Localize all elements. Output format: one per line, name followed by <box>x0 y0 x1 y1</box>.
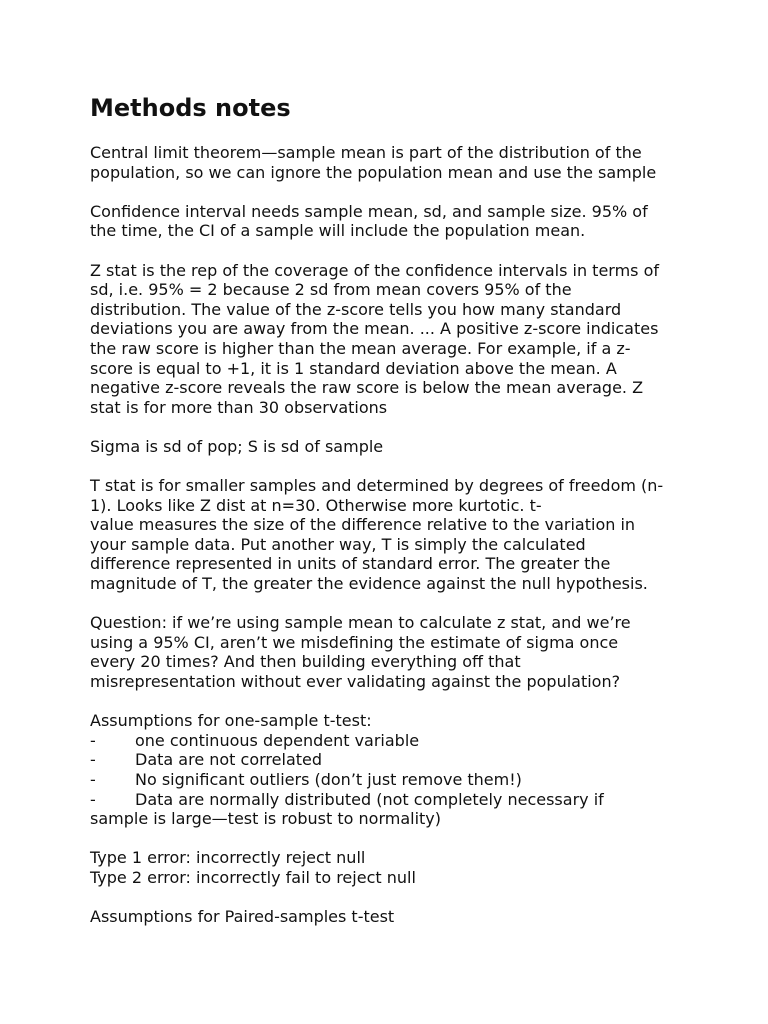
paragraph-gap <box>90 888 690 908</box>
paragraph-t-stat <box>90 476 690 594</box>
bullet-item <box>90 770 690 790</box>
paragraph-z-stat <box>90 261 690 418</box>
text-line: value measures the size of the difference relative to the variation in <box>90 515 636 535</box>
text-line: every 20 times? And then building everything off that <box>90 652 521 672</box>
bullet-item <box>90 790 690 810</box>
section-heading: Assumptions for one-sample t-test: <box>90 711 372 731</box>
text-line: distribution. The value of the z-score tells you how many standard <box>90 299 622 319</box>
paragraph-sigma <box>90 437 690 457</box>
text-line: stat is for more than 30 observations <box>90 397 388 417</box>
text-line: your sample data. Put another way, T is simply the calculated <box>90 534 586 554</box>
text-line: negative z-score reveals the raw score is below the mean average. Z <box>90 378 644 398</box>
paragraph-confidence-interval <box>90 202 690 241</box>
paragraph-gap <box>90 417 690 437</box>
text-line: difference represented in units of standard error. The greater the <box>90 554 611 574</box>
text-line: Z stat is the rep of the coverage of the confidence intervals in terms of <box>90 260 660 280</box>
section-heading: Assumptions for Paired-samples t-test <box>90 907 395 927</box>
paragraph-gap <box>90 182 690 202</box>
text-line: population, so we can ignore the population mean and use the sample <box>90 162 657 182</box>
bullet-text: No significant outliers (don’t just remove them!) <box>135 770 522 789</box>
bullet-marker: - <box>90 750 96 770</box>
text-line: deviations you are away from the mean. ... A positive z-score indicates <box>90 319 659 339</box>
document-title: Methods notes <box>90 94 291 122</box>
bullet-marker: - <box>90 770 96 789</box>
text-line: sd, i.e. 95% = 2 because 2 sd from mean covers 95% of the <box>90 280 572 300</box>
bullet-text: Data are not correlated <box>135 750 323 770</box>
text-line: Confidence interval needs sample mean, sd, and sample size. 95% of <box>90 201 648 221</box>
text-line: magnitude of T, the greater the evidence against the null hypothesis. <box>90 574 648 594</box>
assumptions-one-sample-section <box>90 711 690 829</box>
bullet-marker: - <box>90 730 96 750</box>
text-line: misrepresentation without ever validating against the population? <box>90 672 621 692</box>
bullet-marker: - <box>90 789 96 809</box>
bullet-text: one continuous dependent variable <box>135 730 420 750</box>
paragraph-gap <box>90 457 690 477</box>
text-line: T stat is for smaller samples and determined by degrees of freedom (n- <box>90 476 664 496</box>
type-1-error-line: Type 1 error: incorrectly reject null <box>90 848 366 868</box>
text-line: the raw score is higher than the mean average. For example, if a z- <box>90 338 631 358</box>
error-types-section <box>90 848 690 887</box>
bullet-continuation: sample is large—test is robust to normality) <box>90 809 441 829</box>
paragraph-gap <box>90 829 690 849</box>
type-2-error-line: Type 2 error: incorrectly fail to reject null <box>90 867 416 887</box>
bullet-item <box>90 750 690 770</box>
paragraph-gap <box>90 692 690 712</box>
bullet-text: Data are normally distributed (not completely necessary if <box>135 789 604 809</box>
text-line: 1). Looks like Z dist at n=30. Otherwise more kurtotic. t- <box>90 495 542 515</box>
text-line: Question: if we’re using sample mean to calculate z stat, and we’re <box>90 613 631 633</box>
assumptions-paired-section <box>90 907 690 927</box>
text-line: Sigma is sd of pop; S is sd of sample <box>90 436 384 456</box>
paragraph-gap <box>90 241 690 261</box>
text-line: score is equal to +1, it is 1 standard deviation above the mean. A <box>90 358 617 378</box>
bullet-item <box>90 731 690 751</box>
text-line: the time, the CI of a sample will include the population mean. <box>90 221 586 241</box>
text-line: using a 95% CI, aren’t we misdefining the estimate of sigma once <box>90 632 619 652</box>
paragraph-question <box>90 613 690 691</box>
paragraph-central-limit <box>90 143 690 182</box>
paragraph-gap <box>90 594 690 614</box>
text-line: Central limit theorem—sample mean is part of the distribution of the <box>90 143 642 162</box>
document-body <box>90 143 690 927</box>
